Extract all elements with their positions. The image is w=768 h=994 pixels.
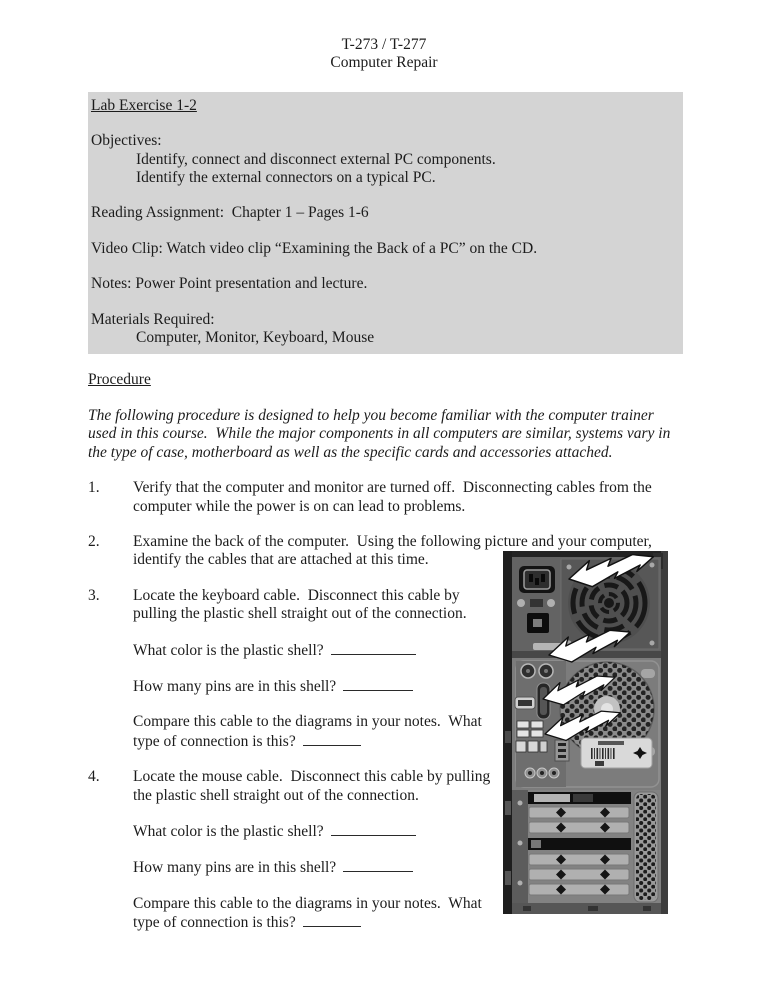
question-text: How many pins are in this shell? — [133, 859, 337, 877]
question-text: Compare this cable to the diagrams in your notes. What type of connection is this? — [133, 713, 486, 750]
materials-list: Computer, Monitor, Keyboard, Mouse — [136, 329, 375, 347]
question-text: What color is the plastic shell? — [133, 822, 324, 840]
case-right-edge — [661, 551, 668, 914]
question-line — [133, 713, 507, 751]
lab-info-box — [88, 92, 683, 355]
step-text: Locate the mouse cable. Disconnect this cable by pulling the plastic shell straight out of the connection. — [133, 768, 495, 804]
question-line — [133, 895, 507, 933]
reading-assignment: Reading Assignment: Chapter 1 – Pages 1-6 — [91, 204, 369, 222]
question-line — [133, 641, 507, 660]
question-text: How many pins are in this shell? — [133, 677, 337, 695]
step-content — [133, 768, 507, 932]
expansion-slots — [512, 790, 661, 914]
usb-ports — [516, 721, 547, 752]
question-line — [133, 822, 507, 841]
procedure-heading: Procedure — [88, 371, 151, 389]
answer-blank — [303, 913, 361, 927]
step-text: Examine the back of the computer. Using the following picture and your computer, identify the cables that are attached at this time. — [133, 532, 656, 569]
objective-item: Identify the external connectors on a typical PC. — [136, 169, 436, 187]
procedure-intro: The following procedure is designed to help you become familiar with the computer trainer used in this course. While the major components in all computers are similar, systems vary in the type of case, motherboard as well as the specific cards and accessories attached. — [88, 406, 675, 461]
question-text: Compare this cable to the diagrams in your notes. What type of connection is this? — [133, 894, 486, 932]
lab-exercise-title: Lab Exercise 1-2 — [91, 96, 197, 114]
question-line — [133, 858, 507, 877]
step-number: 2. — [88, 532, 100, 550]
open-slot — [528, 838, 631, 850]
answer-blank — [331, 822, 416, 836]
small-connector — [555, 740, 569, 761]
question-line — [133, 677, 507, 696]
step-text: Verify that the computer and monitor are turned off. Disconnecting cables from the computer while the power is on can lead to problems. — [133, 479, 656, 515]
pc-rear-photo — [503, 551, 668, 914]
notes-line: Notes: Power Point presentation and lecture. — [91, 275, 368, 293]
video-clip: Video Clip: Watch video clip “Examining the Back of a PC” on the CD. — [91, 239, 538, 257]
course-name: Computer Repair — [330, 54, 438, 72]
step-number: 1. — [88, 479, 100, 497]
vent-strip — [634, 792, 658, 902]
pc-rear-photo-svg — [503, 551, 668, 914]
page-header — [0, 0, 768, 73]
power-switch — [527, 613, 549, 633]
materials-label: Materials Required: — [91, 310, 215, 328]
answer-blank — [343, 858, 413, 872]
step-number: 3. — [88, 586, 100, 604]
objective-item: Identify, connect and disconnect external PC components. — [136, 150, 496, 168]
question-text: What color is the plastic shell? — [133, 641, 324, 659]
answer-blank — [303, 732, 361, 746]
course-code: T-273 / T-277 — [341, 36, 427, 53]
procedure-step-1 — [88, 479, 685, 516]
audio-jacks — [525, 768, 559, 778]
step-number: 4. — [88, 768, 100, 786]
barcode-sticker — [581, 738, 652, 768]
answer-blank — [331, 641, 416, 655]
step-content — [133, 587, 507, 751]
step-text: Locate the keyboard cable. Disconnect this cable by pulling the plastic shell straight out of the connection. — [133, 586, 467, 623]
answer-blank — [343, 677, 413, 691]
serial-port — [515, 697, 535, 709]
objectives-label: Objectives: — [91, 132, 162, 150]
power-connector — [519, 566, 555, 593]
